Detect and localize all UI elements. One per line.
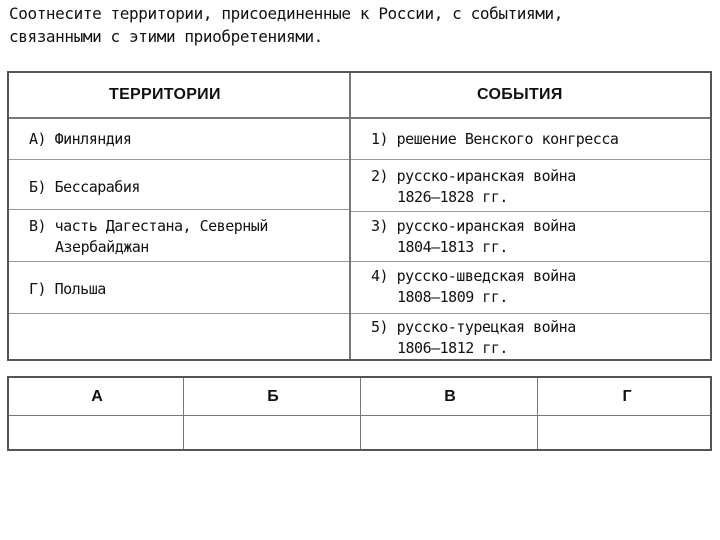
answer-table [7, 376, 712, 451]
territory-b [29, 177, 140, 198]
table-header-row [9, 73, 710, 119]
event-4-num: 4) [371, 267, 389, 285]
territory-separator [9, 261, 349, 262]
territory-v-text-1: часть Дагестана, Северный [54, 217, 268, 235]
event-4-text-1: русско-шведская война [396, 267, 576, 285]
task-question [9, 2, 714, 48]
territory-a-text: Финляндия [54, 130, 132, 148]
territory-v-text-2: Азербайджан [55, 238, 149, 256]
answer-header-b: Б [267, 388, 279, 405]
event-4-text-2: 1808—1809 гг. [397, 288, 508, 306]
header-events: СОБЫТИЯ [477, 86, 563, 103]
answer-cell-a[interactable] [9, 417, 185, 451]
event-separator [351, 211, 710, 212]
event-separator [351, 159, 710, 160]
event-separator [351, 261, 710, 262]
answer-cell-v[interactable] [362, 417, 538, 451]
event-2-num: 2) [371, 167, 389, 185]
territory-separator [9, 159, 349, 160]
event-1-num: 1) [371, 130, 389, 148]
territory-g-text: Польша [54, 280, 106, 298]
event-3-num: 3) [371, 217, 389, 235]
matching-table [7, 71, 712, 361]
territory-v-letter: В) [29, 217, 47, 235]
answer-header-g: Г [622, 388, 632, 405]
answer-header-v: В [444, 388, 456, 405]
territory-v [29, 216, 268, 258]
territory-b-letter: Б) [29, 178, 47, 196]
event-3-text-2: 1804—1813 гг. [397, 238, 508, 256]
event-2 [371, 166, 576, 208]
event-4 [371, 266, 576, 308]
answer-cell-b[interactable] [185, 417, 361, 451]
question-line-1: Соотнесите территории, присоединенные к России, с событиями, [9, 4, 563, 23]
question-line-2: связанными с этими приобретениями. [9, 27, 323, 46]
event-3-text-1: русско-иранская война [396, 217, 576, 235]
event-3 [371, 216, 576, 258]
event-1 [371, 129, 618, 150]
territory-separator [9, 209, 349, 210]
column-divider [349, 73, 351, 359]
event-5 [371, 317, 576, 359]
territory-g-letter: Г) [29, 280, 47, 298]
territory-a-letter: А) [29, 130, 47, 148]
answer-cell-g[interactable] [539, 417, 715, 451]
header-territories: ТЕРРИТОРИИ [109, 86, 221, 103]
event-separator [351, 313, 710, 314]
event-1-text: решение Венского конгресса [396, 130, 619, 148]
event-2-text-1: русско-иранская война [396, 167, 576, 185]
event-2-text-2: 1826—1828 гг. [397, 188, 508, 206]
answer-header-a: А [91, 388, 103, 405]
event-5-text-1: русско-турецкая война [396, 318, 576, 336]
territory-a [29, 129, 131, 150]
event-5-num: 5) [371, 318, 389, 336]
event-5-text-2: 1806—1812 гг. [397, 339, 508, 357]
territory-separator [9, 313, 349, 314]
territory-b-text: Бессарабия [54, 178, 140, 196]
territory-g [29, 279, 106, 300]
